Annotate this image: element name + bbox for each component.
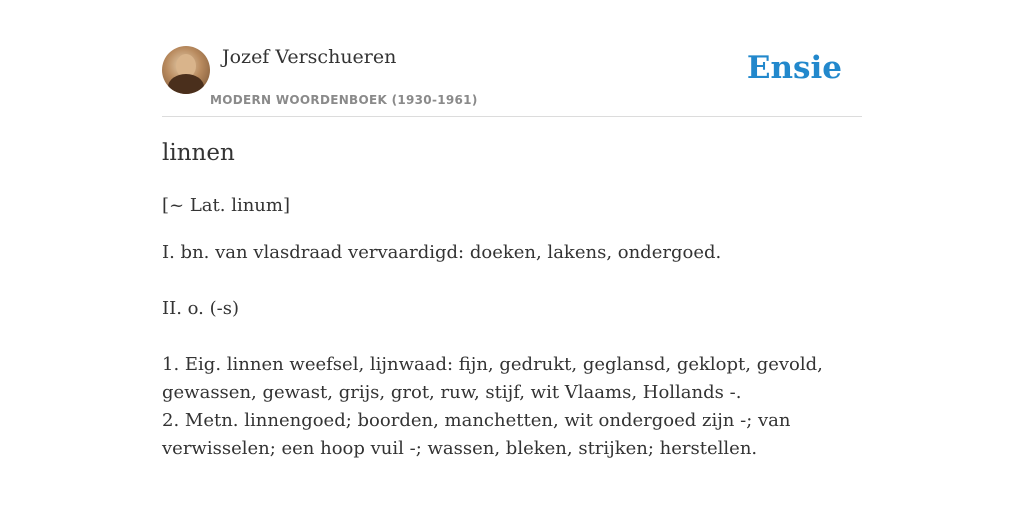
site-logo[interactable]: Ensie — [746, 50, 842, 86]
entry-sense-2: II. o. (-s) — [162, 298, 239, 319]
author-avatar[interactable] — [162, 46, 210, 94]
source-title[interactable]: MODERN WOORDENBOEK (1930-1961) — [210, 93, 478, 107]
entry-etymology: [~ Lat. linum] — [162, 195, 290, 216]
entry-card — [162, 0, 862, 512]
entry-sense-1: I. bn. van vlasdraad vervaardigd: doeken, lakens, ondergoed. — [162, 242, 722, 263]
entry-headword: linnen — [162, 140, 235, 166]
entry-subsense-2: 2. Metn. linnengoed; boorden, manchetten, wit ondergoed zijn -; van verwisselen; een hoop vuil -; wassen, bleken, strijken; herstellen. — [162, 410, 791, 459]
entry-subsense-1: 1. Eig. linnen weefsel, lijnwaad: fijn, gedrukt, geglansd, geklopt, gevold, gewassen, gewast, grijs, grot, ruw, stijf, wit Vlaams, Hollands -. — [162, 354, 823, 403]
avatar-body-shape — [168, 74, 204, 94]
author-name[interactable]: Jozef Verschueren — [222, 46, 397, 68]
entry-header — [162, 0, 862, 117]
